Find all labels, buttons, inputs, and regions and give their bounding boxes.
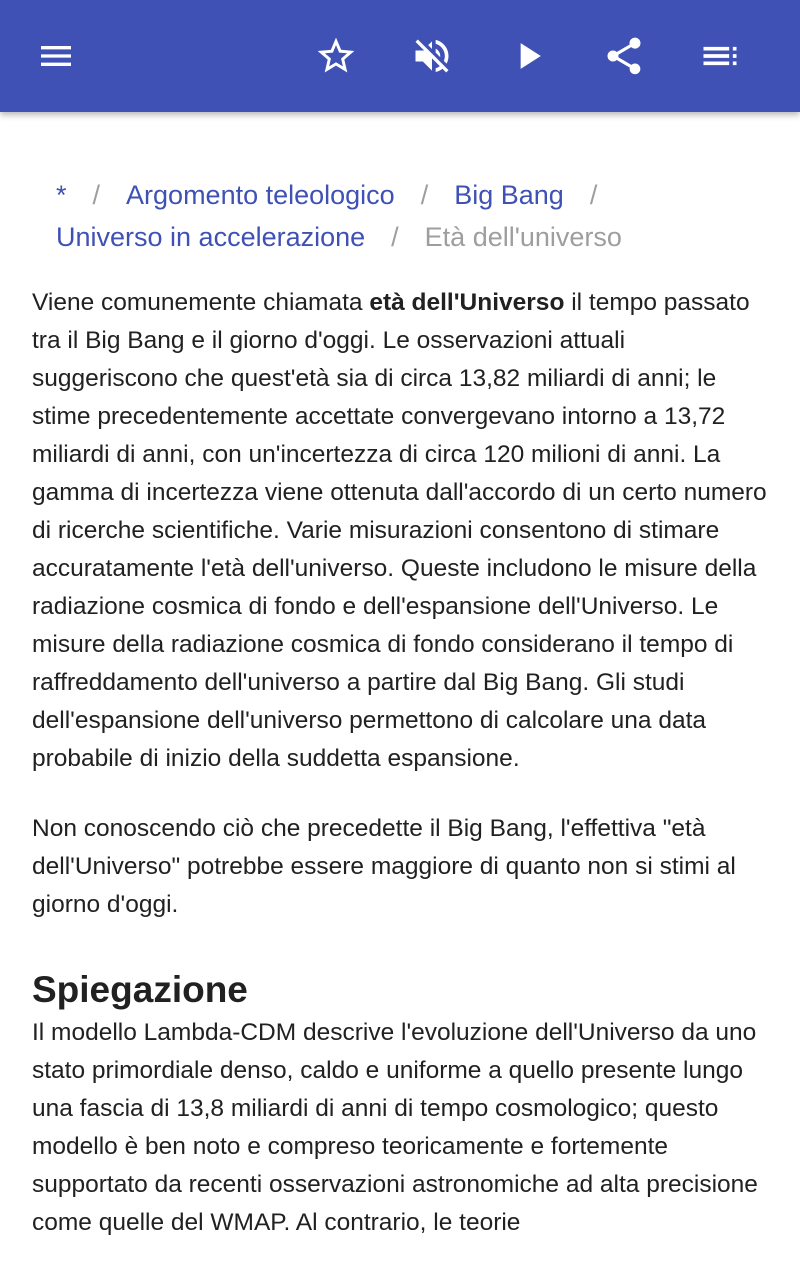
breadcrumb-separator: / bbox=[391, 222, 399, 252]
breadcrumb-current: Età dell'universo bbox=[424, 222, 622, 252]
breadcrumb-separator: / bbox=[589, 180, 598, 210]
menu-button[interactable] bbox=[24, 24, 88, 88]
section-heading-spiegazione: Spiegazione bbox=[32, 969, 248, 1010]
intro-bold-term: età dell'Universo bbox=[369, 289, 565, 316]
breadcrumb-item-argomento-teleologico[interactable]: Argomento teleologico bbox=[126, 180, 395, 210]
share-button[interactable] bbox=[592, 24, 656, 88]
favorite-button[interactable] bbox=[304, 24, 368, 88]
intro-text-start: Viene comunemente chiamata bbox=[32, 289, 370, 316]
article-content bbox=[32, 112, 772, 1280]
play-icon bbox=[506, 34, 550, 78]
app-toolbar bbox=[0, 0, 800, 112]
volume-off-icon bbox=[410, 34, 454, 78]
breadcrumb-item-root[interactable]: * bbox=[56, 180, 67, 210]
breadcrumb-item-big-bang[interactable]: Big Bang bbox=[454, 180, 564, 210]
breadcrumb-item-universo-in-accelerazione[interactable]: Universo in accelerazione bbox=[56, 222, 366, 252]
breadcrumb bbox=[56, 174, 772, 258]
intro-paragraph bbox=[32, 284, 772, 778]
contents-button[interactable] bbox=[688, 24, 752, 88]
table-of-contents-icon bbox=[698, 34, 742, 78]
star-outline-icon bbox=[314, 34, 358, 78]
share-icon bbox=[602, 34, 646, 78]
breadcrumb-separator: / bbox=[92, 180, 101, 210]
hamburger-menu-icon bbox=[36, 36, 76, 76]
intro-text-rest: il tempo passato tra il Big Bang e il giorno d'oggi. Le osservazioni attuali suggeriscono che quest'età sia di circa 13,82 miliardi di anni; le stime precedentemente accettate convergevano intorno a 13,72 miliardi di anni, con un'incertezza di circa 120 milioni di anni. La gamma di incertezza viene ottenuta dall'accordo di un certo numero di ricerche scientifiche. Varie misurazioni consentono di stimare accuratamente l'età dell'universo. Queste includono le misure della radiazione cosmica di fondo e dell'espansione dell'Universo. Le misure della radiazione cosmica di fondo considerano il tempo di raffreddamento dell'universo a partire dal Big Bang. Gli studi dell'espansione dell'universo permettono di calcolare una data probabile di inizio della suddetta espansione. bbox=[32, 289, 767, 772]
play-button[interactable] bbox=[496, 24, 560, 88]
second-paragraph: Non conoscendo ciò che precedette il Big Bang, l'effettiva "età dell'Universo" potrebbe essere maggiore di quanto non si stimi al giorno d'oggi. bbox=[32, 815, 736, 918]
explanation-paragraph: Il modello Lambda-CDM descrive l'evoluzione dell'Universo da uno stato primordiale denso, caldo e uniforme a quello presente lungo una fascia di 13,8 miliardi di anni di tempo cosmologico; questo modello è ben noto e compreso teoricamente e fortemente supportato da recenti osservazioni astronomiche ad alta precisione come quelle del WMAP. Al contrario, le teorie bbox=[32, 1019, 758, 1236]
breadcrumb-separator: / bbox=[420, 180, 429, 210]
mute-button[interactable] bbox=[400, 24, 464, 88]
